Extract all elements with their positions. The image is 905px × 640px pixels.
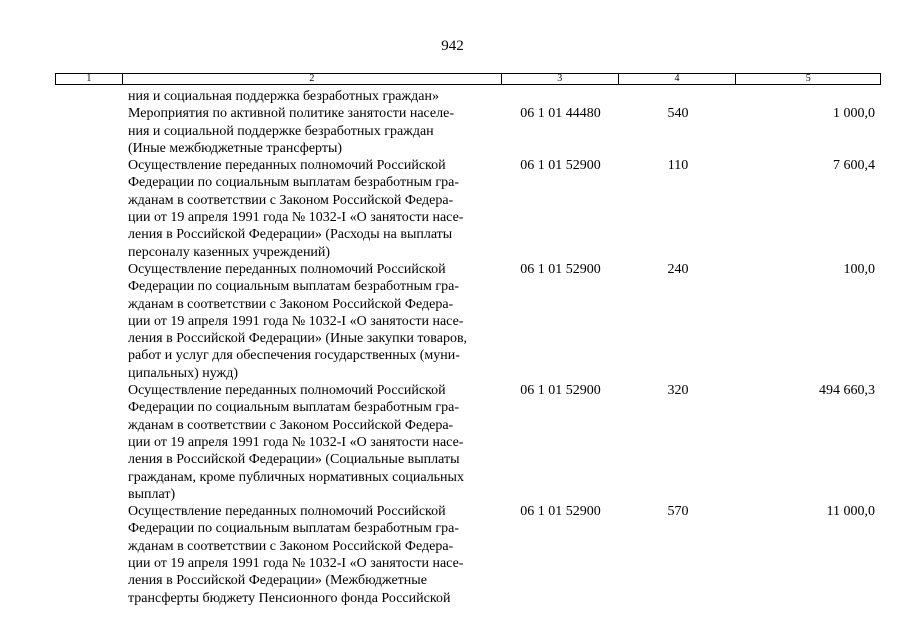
table-header [55, 73, 881, 85]
table-row [55, 382, 881, 503]
column-header-1: 1 [56, 74, 123, 84]
column-header-3: 3 [502, 74, 619, 84]
row-blank-cell [55, 382, 122, 503]
budget-table [55, 88, 881, 607]
row-amount: 494 660,3 [819, 383, 875, 399]
row-blank-cell [55, 503, 122, 607]
table-row [55, 157, 881, 261]
page-number: 942 [441, 38, 464, 54]
row-name: Мероприятия по активной политике занятости населе- ния и социальной поддержке безработных граждан (Иные межбюджетные трансферты) [128, 106, 454, 156]
row-type [619, 88, 737, 105]
row-blank-cell [55, 157, 122, 261]
row-type: 540 [667, 106, 689, 122]
table-row [55, 88, 881, 105]
row-amount: 7 600,4 [833, 158, 875, 174]
row-blank-cell [55, 105, 122, 157]
table-row [55, 503, 881, 607]
table-row [55, 105, 881, 157]
row-code: 06 1 01 52900 [520, 504, 601, 520]
row-code [502, 88, 619, 105]
row-name: Осуществление переданных полномочий Российской Федерации по социальным выплатам безработным гра- жданам в соответствии с Законом Российской Федера- ции от 19 апреля 1991 года № 1032-I «О занятости насе- ления в Российской Федерации» (Иные закупки товаров, работ и услуг для обеспечения государственных (муни- ципальных) нужд) [128, 261, 468, 381]
row-type: 570 [667, 504, 689, 520]
row-code: 06 1 01 52900 [520, 261, 601, 277]
row-amount: 11 000,0 [826, 504, 875, 520]
row-amount: 100,0 [843, 261, 875, 277]
row-type: 320 [667, 383, 689, 399]
row-type: 110 [667, 158, 689, 174]
column-header-2: 2 [123, 74, 502, 84]
row-name: Осуществление переданных полномочий Российской Федерации по социальным выплатам безработным гра- жданам в соответствии с Законом Российской Федера- ции от 19 апреля 1991 года № 1032-I «О занятости насе- ления в Российской Федерации» (Межбюджетные трансферты бюджету Пенсионного фонда Российской [128, 504, 464, 606]
row-type: 240 [667, 261, 689, 277]
row-code: 06 1 01 52900 [520, 383, 601, 399]
row-amount [737, 88, 881, 105]
row-blank-cell [55, 261, 122, 382]
row-name: Осуществление переданных полномочий Российской Федерации по социальным выплатам безработным гра- жданам в соответствии с Законом Российской Федера- ции от 19 апреля 1991 года № 1032-I «О занятости насе- ления в Российской Федерации» (Расходы на выплаты персоналу казенных учреждений) [128, 158, 464, 260]
column-header-5: 5 [805, 73, 811, 84]
row-name: ния и социальная поддержка безработных граждан» [128, 89, 439, 104]
row-blank-cell [55, 88, 122, 105]
table-row [55, 261, 881, 382]
column-header-4: 4 [619, 74, 737, 84]
row-code: 06 1 01 52900 [520, 158, 601, 174]
row-name: Осуществление переданных полномочий Российской Федерации по социальным выплатам безработным гра- жданам в соответствии с Законом Российской Федера- ции от 19 апреля 1991 года № 1032-I «О занятости насе- ления в Российской Федерации» (Социальные выплаты гражданам, кроме публичных нормативных социальных выплат) [128, 383, 464, 502]
row-code: 06 1 01 44480 [520, 106, 601, 122]
row-amount: 1 000,0 [833, 106, 875, 122]
